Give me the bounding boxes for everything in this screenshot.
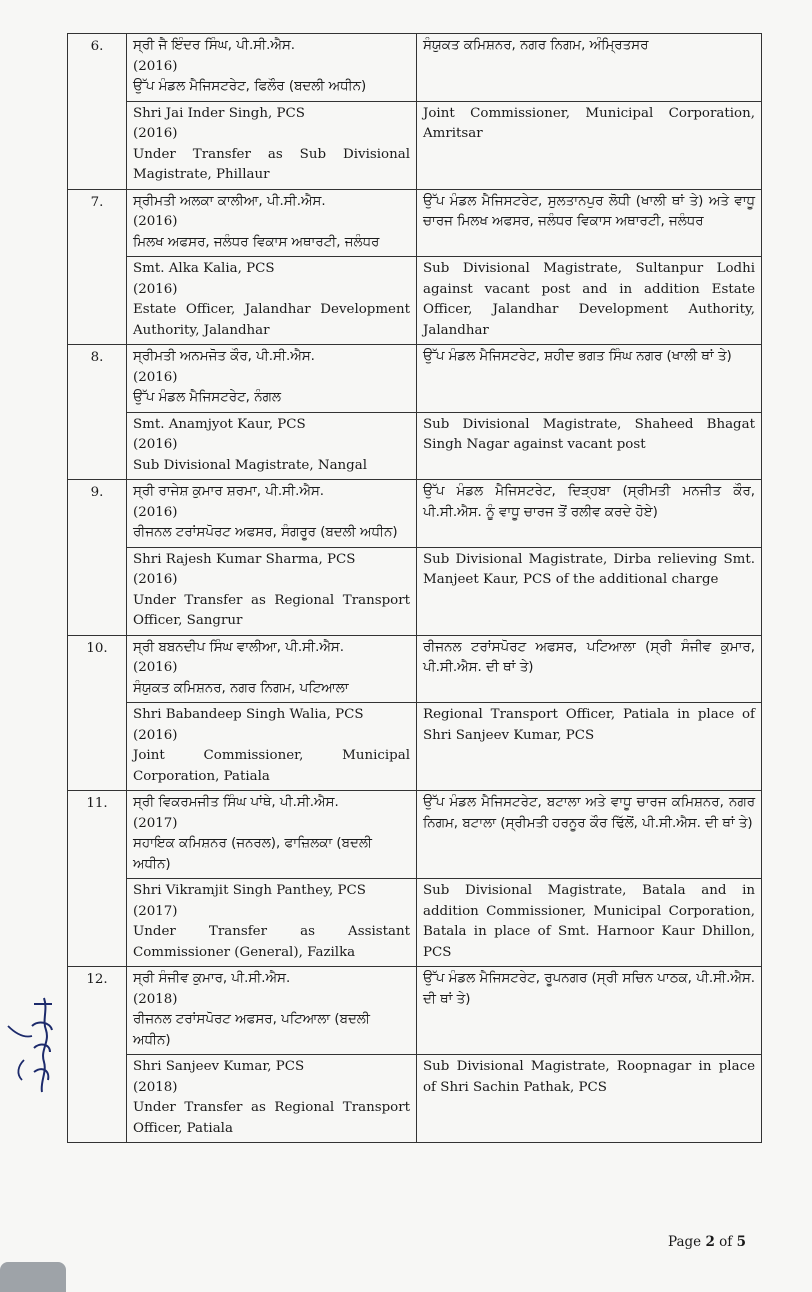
handwritten-signature	[4, 990, 62, 1100]
table-row	[68, 412, 762, 480]
en-name: Smt. Anamjyot Kaur, PCS	[133, 416, 306, 432]
pa-year: (2016)	[133, 660, 178, 675]
en-current: Under Transfer as Regional Transport Officer, Sangrur	[133, 592, 410, 628]
pa-current: ਮਿਲਖ ਅਫਸਰ, ਜਲੰਧਰ ਵਿਕਾਸ ਅਥਾਰਟੀ, ਜਲੰਧਰ	[133, 234, 380, 250]
en-year: (2016)	[133, 126, 178, 141]
pa-name: ਸ੍ਰੀਮਤੀ ਅਨਮਜੋਤ ਕੌਰ, ਪੀ.ਸੀ.ਐਸ.	[133, 349, 315, 364]
en-year: (2016)	[133, 727, 178, 743]
page-number	[668, 1234, 746, 1250]
table-row	[68, 791, 762, 879]
postings-table-body	[68, 34, 762, 1143]
en-name: Smt. Alka Kalia, PCS	[133, 261, 275, 276]
en-name: Shri Vikramjit Singh Panthey, PCS	[133, 883, 366, 898]
pa-year: (2016)	[133, 58, 178, 74]
table-row	[68, 967, 762, 1055]
en-current: Estate Officer, Jalandhar Development Authority, Jalandhar	[133, 302, 410, 338]
table-row	[68, 189, 762, 257]
en-current: Under Transfer as Assistant Commissioner (General), Fazilka	[133, 924, 410, 960]
new-posting-english: Sub Divisional Magistrate, Dirba relieving Smt. Manjeet Kaur, PCS of the additional charge	[417, 547, 762, 635]
table-row	[68, 547, 762, 635]
new-posting-english: Sub Divisional Magistrate, Sultanpur Lodhi against vacant post and in addition Estate Officer, Jalandhar Development Authority, Jalandhar	[417, 257, 762, 345]
pa-name: ਸ੍ਰੀ ਰਾਜੇਸ਼ ਕੁਮਾਰ ਸ਼ਰਮਾ, ਪੀ.ਸੀ.ਐਸ.	[133, 484, 325, 499]
postings-table	[67, 33, 762, 1143]
officer-cell-punjabi	[127, 967, 417, 1055]
table-row	[68, 257, 762, 345]
officer-cell-english	[127, 412, 417, 480]
signature-mark	[4, 990, 62, 1100]
new-posting-english: Regional Transport Officer, Patiala in place of Shri Sanjeev Kumar, PCS	[417, 703, 762, 791]
officer-cell-punjabi	[127, 635, 417, 703]
en-year: (2018)	[133, 1079, 178, 1095]
pa-name: ਸ੍ਰੀਮਤੀ ਅਲਕਾ ਕਾਲੀਆ, ਪੀ.ਸੀ.ਐਸ.	[133, 193, 326, 209]
en-current: Under Transfer as Regional Transport Officer, Patiala	[133, 1100, 410, 1136]
serial-number: 11.	[68, 791, 127, 967]
pa-current: ਰੀਜਨਲ ਟਰਾਂਸਪੋਰਟ ਅਫਸਰ, ਪਟਿਆਲਾ (ਬਦਲੀ ਅਧੀਨ)	[133, 1012, 370, 1048]
serial-number: 7.	[68, 189, 127, 345]
serial-number: 12.	[68, 967, 127, 1143]
table-row	[68, 703, 762, 791]
officer-cell-punjabi	[127, 480, 417, 548]
table-row	[68, 879, 762, 967]
en-year: (2016)	[133, 437, 178, 452]
page-of: of	[719, 1234, 733, 1250]
en-current: Joint Commissioner, Municipal Corporation, Patiala	[133, 748, 410, 784]
viewer-corner-tab[interactable]	[0, 1262, 66, 1292]
pa-name: ਸ੍ਰੀ ਬਬਨਦੀਪ ਸਿੰਘ ਵਾਲੀਆ, ਪੀ.ਸੀ.ਐਸ.	[133, 639, 344, 655]
page-word: Page	[668, 1234, 702, 1250]
new-posting-punjabi: ਰੀਜਨਲ ਟਰਾਂਸਪੋਰਟ ਅਫਸਰ, ਪਟਿਆਲਾ (ਸ੍ਰੀ ਸੰਜੀਵ ਕੁਮਾਰ, ਪੀ.ਸੀ.ਐਸ. ਦੀ ਥਾਂ ਤੇ)	[417, 635, 762, 703]
officer-cell-english	[127, 101, 417, 189]
new-posting-english: Sub Divisional Magistrate, Batala and in addition Commissioner, Municipal Corporation, Batala in place of Smt. Harnoor Kaur Dhillon, PCS	[417, 879, 762, 967]
pa-year: (2016)	[133, 369, 178, 385]
officer-cell-punjabi	[127, 791, 417, 879]
table-row	[68, 1055, 762, 1143]
officer-cell-english	[127, 703, 417, 791]
pa-year: (2016)	[133, 504, 178, 520]
pa-year: (2016)	[133, 214, 178, 229]
pa-name: ਸ੍ਰੀ ਜੈ ਇੰਦਰ ਸਿੰਘ, ਪੀ.ਸੀ.ਐਸ.	[133, 38, 296, 53]
new-posting-english: Joint Commissioner, Municipal Corporation, Amritsar	[417, 101, 762, 189]
pa-current: ਉੱਪ ਮੰਡਲ ਮੈਜਿਸਟਰੇਟ, ਫਿਲੌਰ (ਬਦਲੀ ਅਧੀਨ)	[133, 79, 367, 94]
table-row	[68, 635, 762, 703]
pa-name: ਸ੍ਰੀ ਵਿਕਰਮਜੀਤ ਸਿੰਘ ਪਾਂਥੇ, ਪੀ.ਸੀ.ਐਸ.	[133, 795, 339, 810]
pa-current: ਉੱਪ ਮੰਡਲ ਮੈਜਿਸਟਰੇਟ, ਨੰਗਲ	[133, 390, 281, 405]
pa-current: ਰੀਜਨਲ ਟਰਾਂਸਪੋਰਟ ਅਫਸਰ, ਸੰਗਰੂਰ (ਬਦਲੀ ਅਧੀਨ)	[133, 525, 398, 540]
table-row	[68, 34, 762, 102]
pa-current: ਸੰਯੁਕਤ ਕਮਿਸ਼ਨਰ, ਨਗਰ ਨਿਗਮ, ਪਟਿਆਲਾ	[133, 680, 349, 696]
en-year: (2016)	[133, 572, 178, 587]
table-row	[68, 101, 762, 189]
officer-cell-english	[127, 1055, 417, 1143]
table-row	[68, 345, 762, 413]
page-current: 2	[705, 1234, 715, 1250]
officer-cell-punjabi	[127, 345, 417, 413]
en-name: Shri Babandeep Singh Walia, PCS	[133, 707, 364, 722]
serial-number: 10.	[68, 635, 127, 791]
en-current: Under Transfer as Sub Divisional Magistrate, Phillaur	[133, 146, 410, 182]
new-posting-punjabi: ਉੱਪ ਮੰਡਲ ਮੈਜਿਸਟਰੇਟ, ਰੂਪਨਗਰ (ਸ੍ਰੀ ਸਚਿਨ ਪਾਠਕ, ਪੀ.ਸੀ.ਐਸ. ਦੀ ਥਾਂ ਤੇ)	[417, 967, 762, 1055]
officer-cell-punjabi	[127, 34, 417, 102]
new-posting-english: Sub Divisional Magistrate, Shaheed Bhagat Singh Nagar against vacant post	[417, 412, 762, 480]
new-posting-english: Sub Divisional Magistrate, Roopnagar in place of Shri Sachin Pathak, PCS	[417, 1055, 762, 1143]
pa-name: ਸ੍ਰੀ ਸੰਜੀਵ ਕੁਮਾਰ, ਪੀ.ਸੀ.ਐਸ.	[133, 971, 291, 986]
new-posting-punjabi: ਉੱਪ ਮੰਡਲ ਮੈਜਿਸਟਰੇਟ, ਸ਼ਹੀਦ ਭਗਤ ਸਿੰਘ ਨਗਰ (ਖਾਲੀ ਥਾਂ ਤੇ)	[417, 345, 762, 413]
page-total: 5	[736, 1234, 746, 1250]
en-year: (2016)	[133, 281, 178, 297]
serial-number: 8.	[68, 345, 127, 480]
en-current: Sub Divisional Magistrate, Nangal	[133, 457, 368, 473]
pa-current: ਸਹਾਇਕ ਕਮਿਸ਼ਨਰ (ਜਨਰਲ), ਫਾਜ਼ਿਲਕਾ (ਬਦਲੀ ਅਧੀਨ)	[133, 836, 372, 872]
pa-year: (2017)	[133, 815, 178, 831]
table-row	[68, 480, 762, 548]
new-posting-punjabi: ਉੱਪ ਮੰਡਲ ਮੈਜਿਸਟਰੇਟ, ਸੁਲਤਾਨਪੁਰ ਲੋਧੀ (ਖਾਲੀ ਥਾਂ ਤੇ) ਅਤੇ ਵਾਧੂ ਚਾਰਜ ਮਿਲਖ ਅਫਸਰ, ਜਲੰਧਰ ਵਿਕਾਸ ਅਥਾਰਟੀ, ਜਲੰਧਰ	[417, 189, 762, 257]
en-name: Shri Sanjeev Kumar, PCS	[133, 1059, 305, 1074]
new-posting-punjabi: ਸੰਯੁਕਤ ਕਮਿਸ਼ਨਰ, ਨਗਰ ਨਿਗਮ, ਅੰਮ੍ਰਿਤਸਰ	[417, 34, 762, 102]
en-name: Shri Rajesh Kumar Sharma, PCS	[133, 551, 356, 567]
pa-year: (2018)	[133, 991, 178, 1007]
new-posting-punjabi: ਉੱਪ ਮੰਡਲ ਮੈਜਿਸਟਰੇਟ, ਦਿੜ੍ਹਬਾ (ਸ੍ਰੀਮਤੀ ਮਨਜੀਤ ਕੌਰ, ਪੀ.ਸੀ.ਐਸ. ਨੂੰ ਵਾਧੂ ਚਾਰਜ ਤੋਂ ਰਲੀਵ ਕਰਦੇ ਹੋਏ)	[417, 480, 762, 548]
serial-number: 6.	[68, 34, 127, 190]
officer-cell-punjabi	[127, 189, 417, 257]
officer-cell-english	[127, 257, 417, 345]
new-posting-punjabi: ਉੱਪ ਮੰਡਲ ਮੈਜਿਸਟਰੇਟ, ਬਟਾਲਾ ਅਤੇ ਵਾਧੂ ਚਾਰਜ ਕਮਿਸ਼ਨਰ, ਨਗਰ ਨਿਗਮ, ਬਟਾਲਾ (ਸ੍ਰੀਮਤੀ ਹਰਨੂਰ ਕੌਰ ਢਿੱਲੋਂ, ਪੀ.ਸੀ.ਐਸ. ਦੀ ਥਾਂ ਤੇ)	[417, 791, 762, 879]
serial-number: 9.	[68, 480, 127, 636]
en-year: (2017)	[133, 903, 178, 919]
officer-cell-english	[127, 879, 417, 967]
officer-cell-english	[127, 547, 417, 635]
en-name: Shri Jai Inder Singh, PCS	[133, 105, 305, 121]
